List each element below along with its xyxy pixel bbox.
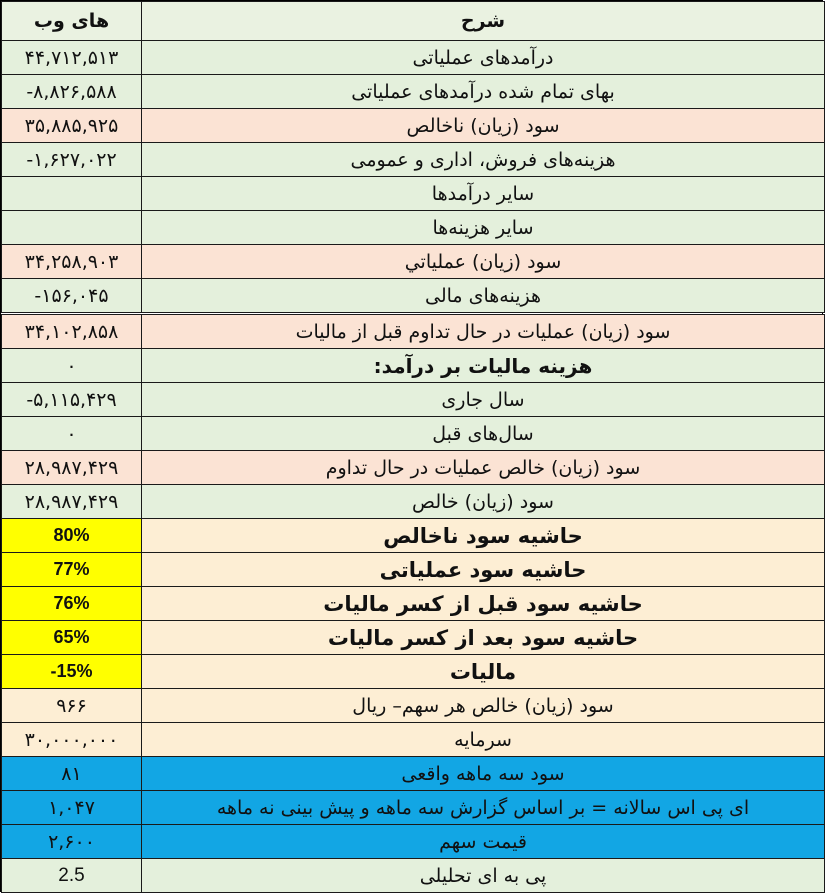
label-cell[interactable]: درآمدهای عملیاتی	[142, 41, 825, 75]
label-cell[interactable]: حاشیه سود عملیاتی	[142, 553, 825, 587]
table-row	[2, 314, 825, 349]
table-row	[2, 211, 825, 245]
value-cell[interactable]: ۳۴,۱۰۲,۸۵۸	[2, 314, 142, 349]
label-cell[interactable]: پی به ای تحلیلی	[142, 859, 825, 893]
value-cell[interactable]: ۰	[2, 349, 142, 383]
label-cell[interactable]: سال‌های قبل	[142, 417, 825, 451]
table-row	[2, 41, 825, 75]
label-cell[interactable]: سود (زیان) خالص هر سهم– ریال	[142, 689, 825, 723]
value-cell[interactable]: 65%	[2, 621, 142, 655]
table-row	[2, 723, 825, 757]
table-row	[2, 451, 825, 485]
value-cell[interactable]: ۳۰,۰۰۰,۰۰۰	[2, 723, 142, 757]
label-cell[interactable]: حاشیه سود قبل از کسر مالیات	[142, 587, 825, 621]
table-row	[2, 143, 825, 177]
table-row	[2, 177, 825, 211]
label-cell[interactable]: هزینه‌های فروش، اداری و عمومی	[142, 143, 825, 177]
value-cell[interactable]: ۴۴,۷۱۲,۵۱۳	[2, 41, 142, 75]
table-row	[2, 245, 825, 279]
value-cell[interactable]: -۵,۱۱۵,۴۲۹	[2, 383, 142, 417]
value-cell[interactable]: ۱,۰۴۷	[2, 791, 142, 825]
value-cell[interactable]: ۲۸,۹۸۷,۴۲۹	[2, 485, 142, 519]
value-cell[interactable]: 76%	[2, 587, 142, 621]
value-column-header[interactable]: های وب	[2, 2, 142, 41]
table-row	[2, 519, 825, 553]
value-cell[interactable]: ۰	[2, 417, 142, 451]
value-cell[interactable]: ۲۸,۹۸۷,۴۲۹	[2, 451, 142, 485]
table-row	[2, 791, 825, 825]
table-row	[2, 689, 825, 723]
label-cell[interactable]: حاشیه سود ناخالص	[142, 519, 825, 553]
label-cell[interactable]: سرمایه	[142, 723, 825, 757]
label-cell[interactable]: سود (زیان) ناخالص	[142, 109, 825, 143]
value-cell[interactable]: -۸,۸۲۶,۵۸۸	[2, 75, 142, 109]
value-cell[interactable]: ۳۴,۲۵۸,۹۰۳	[2, 245, 142, 279]
table-row	[2, 109, 825, 143]
table-row	[2, 553, 825, 587]
value-cell[interactable]: 2.5	[2, 859, 142, 893]
table-row	[2, 655, 825, 689]
table-row	[2, 75, 825, 109]
label-cell[interactable]: سود (زیان) خالص	[142, 485, 825, 519]
value-cell[interactable]: -۱۵۶,۰۴۵	[2, 279, 142, 314]
income-statement-table	[1, 1, 825, 893]
value-cell[interactable]	[2, 211, 142, 245]
label-cell[interactable]: سایر هزینه‌ها	[142, 211, 825, 245]
table-row	[2, 859, 825, 893]
description-column-header[interactable]: شرح	[142, 2, 825, 41]
table-row	[2, 417, 825, 451]
label-cell[interactable]: بهای تمام شده درآمدهای عملیاتی	[142, 75, 825, 109]
label-cell[interactable]: سود (زیان) عملیاتي	[142, 245, 825, 279]
value-cell[interactable]: 77%	[2, 553, 142, 587]
value-cell[interactable]: 80%	[2, 519, 142, 553]
value-cell[interactable]: -۱,۶۲۷,۰۲۲	[2, 143, 142, 177]
label-cell[interactable]: سود سه ماهه واقعی	[142, 757, 825, 791]
label-cell[interactable]: سال جاری	[142, 383, 825, 417]
label-cell[interactable]: قیمت سهم	[142, 825, 825, 859]
table-row	[2, 757, 825, 791]
value-cell[interactable]: -15%	[2, 655, 142, 689]
table-row	[2, 279, 825, 314]
value-cell[interactable]: ۹۶۶	[2, 689, 142, 723]
header-row	[2, 2, 825, 41]
label-cell[interactable]: ای پی اس سالانه = بر اساس گزارش سه ماهه و پیش بینی نه ماهه	[142, 791, 825, 825]
value-cell[interactable]: ۳۵,۸۸۵,۹۲۵	[2, 109, 142, 143]
table-row	[2, 621, 825, 655]
table-row	[2, 587, 825, 621]
value-cell[interactable]: ۲,۶۰۰	[2, 825, 142, 859]
table-row	[2, 383, 825, 417]
label-cell[interactable]: سایر درآمدها	[142, 177, 825, 211]
table-row	[2, 485, 825, 519]
label-cell[interactable]: سود (زیان) خالص عملیات در حال تداوم	[142, 451, 825, 485]
table-row	[2, 349, 825, 383]
label-cell[interactable]: حاشیه سود بعد از کسر مالیات	[142, 621, 825, 655]
value-cell[interactable]: ۸۱	[2, 757, 142, 791]
value-cell[interactable]	[2, 177, 142, 211]
label-cell[interactable]: هزینه مالیات بر درآمد:	[142, 349, 825, 383]
label-cell[interactable]: مالیات	[142, 655, 825, 689]
label-cell[interactable]: سود (زیان) عملیات در حال تداوم قبل از مالیات	[142, 314, 825, 349]
label-cell[interactable]: هزینه‌های مالی	[142, 279, 825, 314]
table-row	[2, 825, 825, 859]
